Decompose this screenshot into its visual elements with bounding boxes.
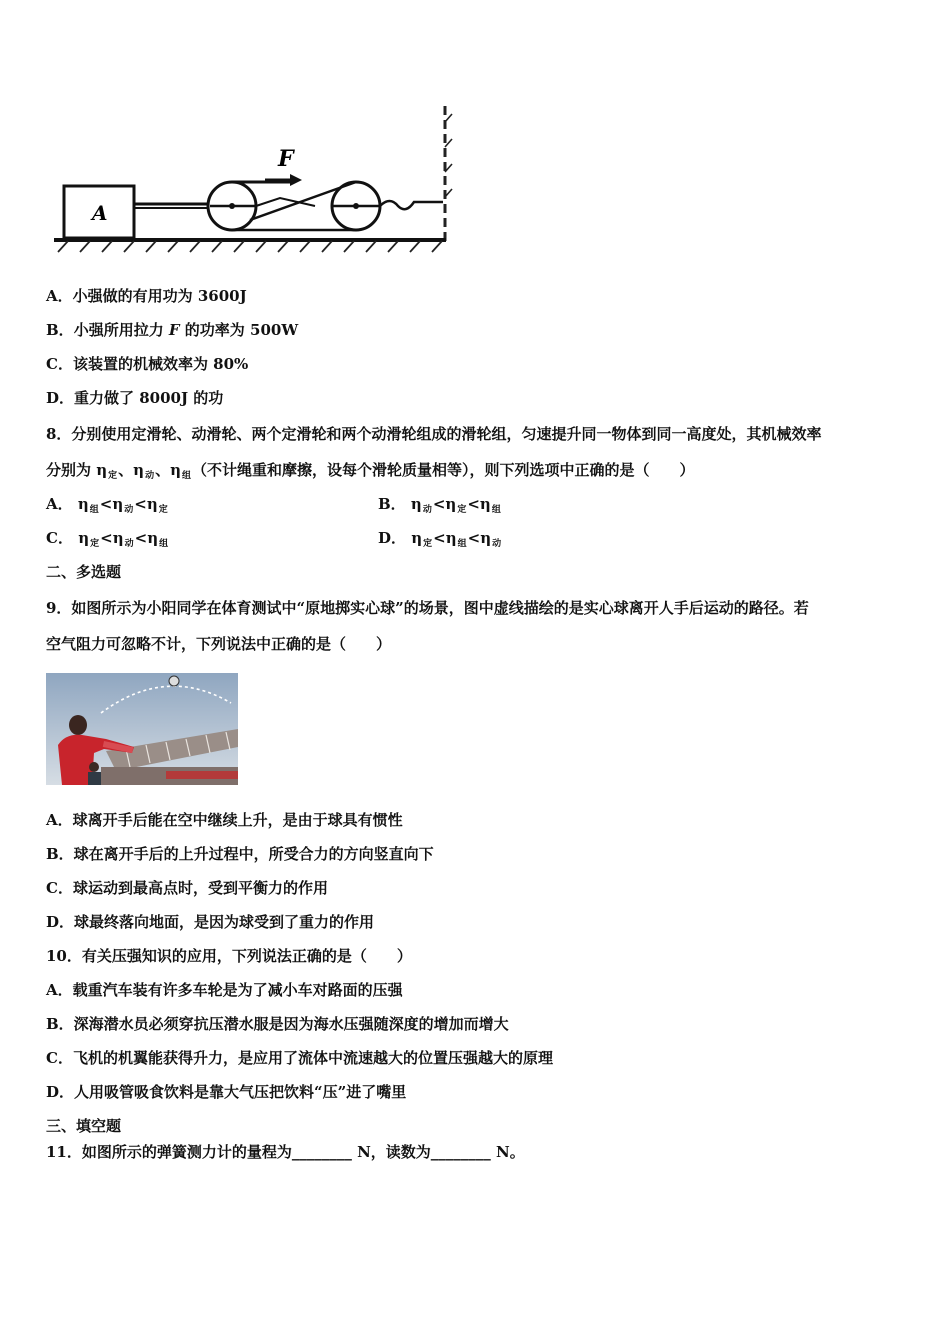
q10-option-b: B．深海潜水员必须穿抗压潜水服是因为海水压强随深度的增加而增大 xyxy=(46,1015,509,1033)
q7-option-d: D．重力做了 8000J 的功 xyxy=(46,389,224,407)
q7-option-b: B．小强所用拉力 F 的功率为 500W xyxy=(46,321,299,339)
q7-option-a: A．小强做的有用功为 3600J xyxy=(46,287,247,305)
q9-option-b: B．球在离开手后的上升过程中，所受合力的方向竖直向下 xyxy=(46,845,434,863)
force-arrowhead xyxy=(290,174,302,186)
q10-option-c: C．飞机的机翼能获得升力，是应用了流体中流速越大的位置压强越大的原理 xyxy=(46,1049,553,1067)
q11-stem: 11．如图所示的弹簧测力计的量程为________ N，读数为________ N。 xyxy=(46,1143,525,1161)
q8-stem-line1: 8．分别使用定滑轮、动滑轮、两个定滑轮和两个动滑轮组成的滑轮组，匀速提升同一物体到同一高度处，其机械效率 xyxy=(46,425,822,443)
q9-stem-line2: 空气阻力可忽略不计，下列说法中正确的是（ ） xyxy=(46,635,392,653)
q10-option-a: A．载重汽车装有许多车轮是为了减小车对路面的压强 xyxy=(46,981,403,999)
q8-stem-line2: 分别为 $\eta_定$、$\eta_动$、$\eta_组$（不计绳重和摩擦，设每个滑轮质量相等），则下列选项中正确的是（ ） xyxy=(46,461,695,481)
photo-bystander-head xyxy=(89,762,99,772)
photo-thrower-head xyxy=(69,715,87,735)
q8-option-d: D． $\eta_定<\eta_组<\eta_动$ xyxy=(378,529,502,549)
q9-option-a: A．球离开手后能在空中继续上升，是由于球具有惯性 xyxy=(46,811,403,829)
q7-option-c: C．该装置的机械效率为 80% xyxy=(46,355,249,373)
q8-option-a: A． $\eta_组<\eta_动<\eta_定$ xyxy=(46,495,168,515)
q10-option-d: D．人用吸管吸食饮料是靠大气压把饮料“压”进了嘴里 xyxy=(46,1083,407,1101)
section-heading-multi-choice: 二、多选题 xyxy=(46,563,122,581)
pulley-diagram xyxy=(50,102,460,262)
q8-option-b: B． $\eta_动<\eta_定<\eta_组$ xyxy=(378,495,501,515)
q8-option-c: C． $\eta_定<\eta_动<\eta_组$ xyxy=(46,529,169,549)
q9-stem-line1: 9．如图所示为小阳同学在体育测试中“原地掷实心球”的场景，图中虚线描绘的是实心球离开人手后运动的路径。若 xyxy=(46,599,809,617)
section-heading-fill-in: 三、填空题 xyxy=(46,1117,122,1135)
rope xyxy=(380,201,443,209)
photo-ball xyxy=(169,676,179,686)
shot-put-photo xyxy=(46,673,238,785)
q9-option-c: C．球运动到最高点时，受到平衡力的作用 xyxy=(46,879,328,897)
force-label: F xyxy=(278,146,294,172)
photo-bystander-body xyxy=(88,772,101,785)
photo-stands-red xyxy=(166,771,238,779)
q10-stem: 10．有关压强知识的应用，下列说法正确的是（ ） xyxy=(46,947,412,965)
q9-option-d: D．球最终落向地面，是因为球受到了重力的作用 xyxy=(46,913,375,931)
block-a-label: A xyxy=(92,201,108,225)
ground-hatching xyxy=(58,241,442,252)
